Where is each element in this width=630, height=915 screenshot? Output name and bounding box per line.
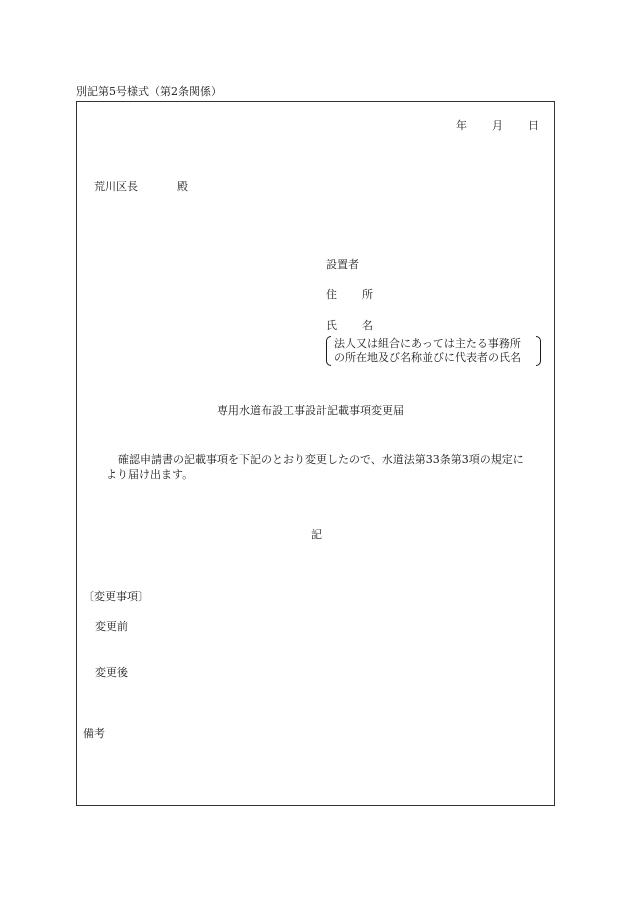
document-title: 専用水道布設工事設計記載事項変更届 [217,404,404,417]
applicant-note-line1: 法人又は組合にあっては主たる事務所 [334,337,521,350]
name-label-first: 氏 [326,319,337,332]
note-bracket-right [536,336,541,366]
changes-heading: 〔変更事項〕 [83,590,149,603]
addressee-name: 荒川区長 [94,180,138,193]
date-year: 年 [456,119,467,132]
remarks-label: 備考 [83,727,105,740]
form-id-label: 別記第5号様式（第2条関係） [76,85,222,98]
address-label-first: 住 [326,288,337,301]
address-label-second: 所 [362,288,373,301]
change-after-label: 変更後 [95,666,128,679]
body-line-1: 確認申請書の記載事項を下記のとおり変更したので、水道法第33条第3項の規定に [118,453,524,466]
date-month: 月 [492,119,503,132]
applicant-role: 設置者 [326,258,359,271]
applicant-note-line2: の所在地及び名称並びに代表者の氏名 [334,351,521,364]
date-day: 日 [528,119,539,132]
addressee-honorific: 殿 [177,180,188,193]
note-bracket-left [326,336,331,366]
name-label-second: 名 [362,319,373,332]
body-line-2: より届け出ます。 [106,468,194,481]
change-before-label: 変更前 [95,620,128,633]
ki-mark: 記 [311,528,322,541]
